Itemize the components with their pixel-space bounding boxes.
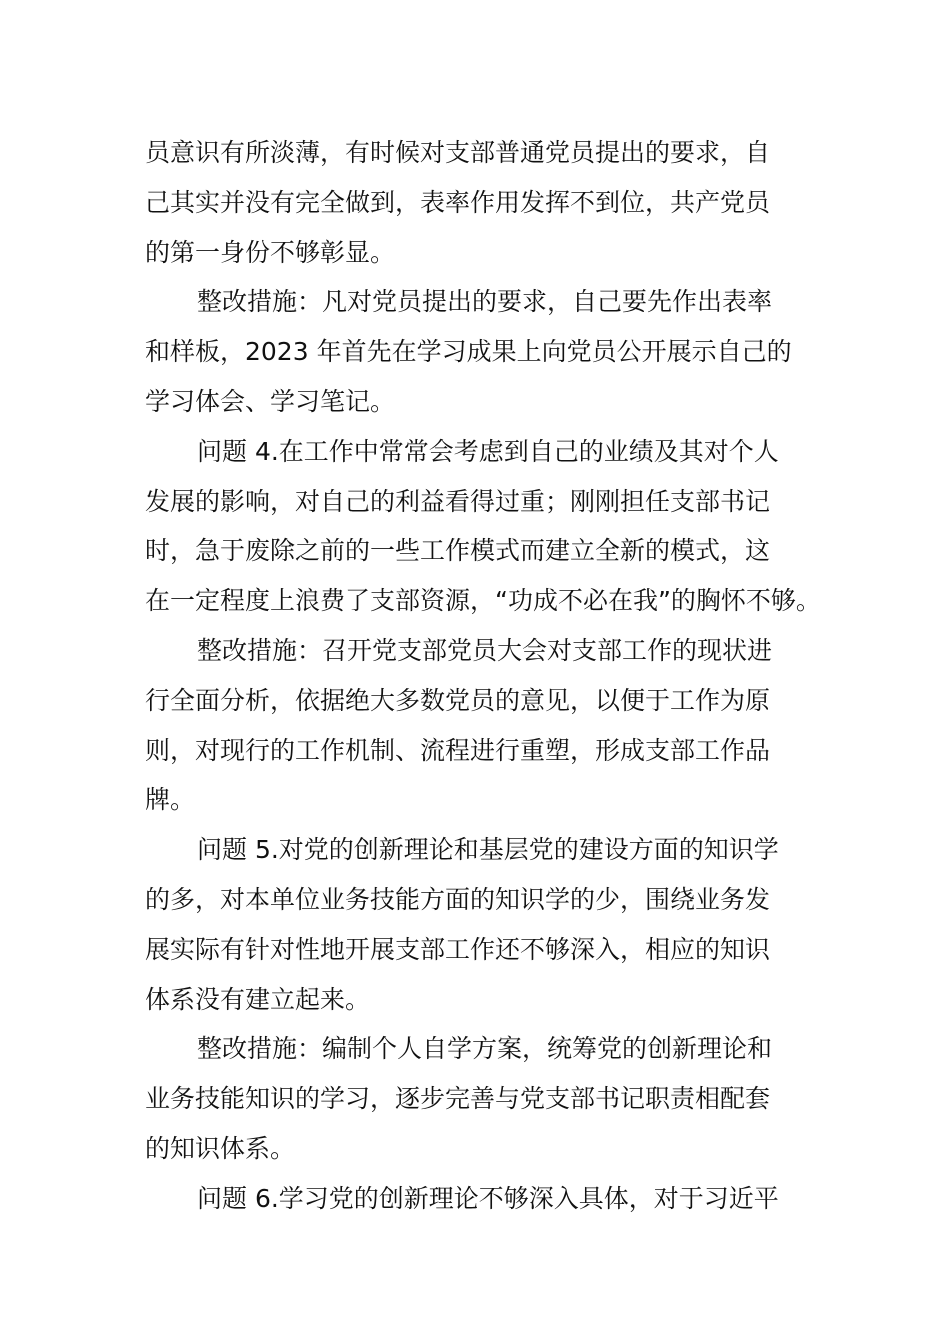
text-line: 学习体会、学习笔记。 bbox=[145, 386, 396, 416]
text-line: 的第一身份不够彰显。 bbox=[145, 237, 396, 267]
text-line: 的知识体系。 bbox=[145, 1133, 296, 1163]
text-line: 问题 6.学习党的创新理论不够深入具体，对于习近平 bbox=[197, 1183, 779, 1213]
text-line: 展实际有针对性地开展支部工作还不够深入，相应的知识 bbox=[145, 934, 771, 964]
text-line: 整改措施：编制个人自学方案，统筹党的创新理论和 bbox=[197, 1034, 773, 1064]
text-line: 和样板，2023 年首先在学习成果上向党员公开展示自己的 bbox=[145, 337, 792, 367]
text-line: 行全面分析，依据绝大多数党员的意见，以便于工作为原 bbox=[145, 685, 771, 715]
text-line: 整改措施：凡对党员提出的要求，自己要先作出表率 bbox=[197, 287, 773, 317]
text-line: 在一定程度上浪费了支部资源，“功成不必在我”的胸怀不够。 bbox=[145, 586, 821, 616]
text-line: 问题 4.在工作中常常会考虑到自己的业绩及其对个人 bbox=[197, 436, 779, 466]
text-line: 己其实并没有完全做到，表率作用发挥不到位，共产党员 bbox=[145, 187, 771, 217]
text-line: 时，急于废除之前的一些工作模式而建立全新的模式，这 bbox=[145, 536, 771, 566]
text-line: 的多，对本单位业务技能方面的知识学的少，围绕业务发 bbox=[145, 884, 771, 914]
text-line: 则，对现行的工作机制、流程进行重塑，形成支部工作品 bbox=[145, 735, 771, 765]
text-line: 牌。 bbox=[145, 785, 196, 815]
document-body bbox=[145, 128, 821, 1224]
text-line: 体系没有建立起来。 bbox=[145, 984, 371, 1014]
text-line: 整改措施：召开党支部党员大会对支部工作的现状进 bbox=[197, 635, 773, 665]
text-line: 问题 5.对党的创新理论和基层党的建设方面的知识学 bbox=[197, 835, 779, 865]
text-line: 员意识有所淡薄，有时候对支部普通党员提出的要求，自 bbox=[145, 138, 771, 167]
text-line: 发展的影响，对自己的利益看得过重；刚刚担任支部书记 bbox=[145, 486, 771, 516]
text-line: 业务技能知识的学习，逐步完善与党支部书记职责相配套 bbox=[145, 1084, 771, 1114]
